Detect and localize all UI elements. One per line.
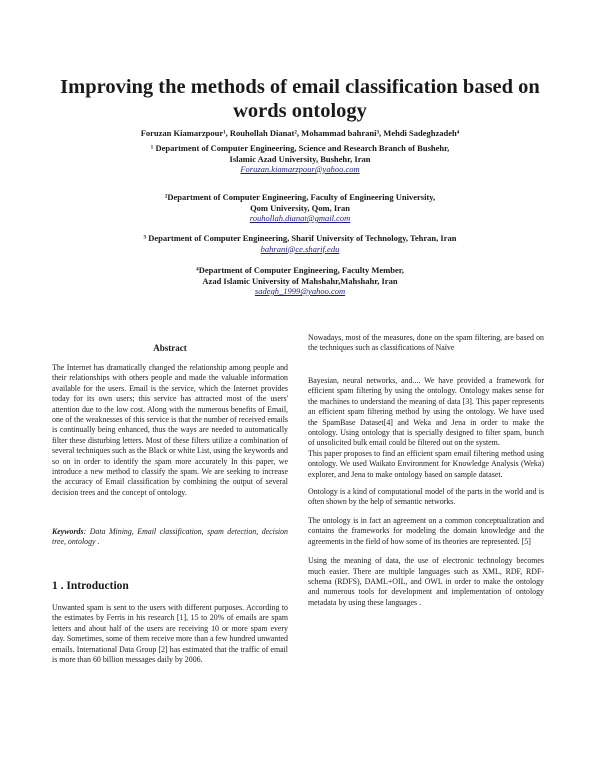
affiliation-1 <box>60 143 540 175</box>
title-line-2: words ontology <box>233 100 367 122</box>
author-list: Foruzan Kiamarzpour¹, Rouhollah Dianat², Mohammad bahrani³, Mehdi Sadeghzadeh⁴ <box>140 128 460 138</box>
affiliation-3-email[interactable]: bahrani@ce.sharif.edu <box>260 243 340 254</box>
affiliation-2-line-1: ²Department of Computer Engineering, Faculty of Engineering University, <box>164 192 436 202</box>
introduction-body <box>52 603 288 665</box>
title-line-1: Improving the methods of email classification based on <box>60 76 540 98</box>
affiliation-4 <box>60 265 540 297</box>
right-paragraph-6: Using the meaning of data, the use of electronic technology becomes much easier. There are multiple languages such as XML, RDF, RDF-schema (RDFS), DAML+OIL, and OWL in order to make the ontology and numerous tools for development and implementation of ontology metadata by using these languages . <box>308 556 544 607</box>
introduction-heading: 1 . Introduction <box>52 580 129 592</box>
right-paragraph-3: This paper proposes to find an efficient spam email filtering method using ontology. We used Waikato Environment for Knowledge Analysis (Weka) explorer, and Jena to make ontology based on sample dataset. <box>308 448 544 479</box>
right-paragraph-5: The ontology is in fact an agreement on a common conceptualization and contains the frameworks for modeling the domain knowledge and the agreements in the field of how some of its theories are represented. [5] <box>308 515 544 546</box>
right-paragraph-1-text: Nowadays, most of the measures, done on the spam filtering, are based on the techniques such as classifications of Naïve <box>308 333 544 353</box>
affiliation-1-line-2: Islamic Azad University, Bushehr, Iran <box>229 153 371 164</box>
affiliation-3-line-1: ³ Department of Computer Engineering, Sharif University of Technology, Tehran, Iran <box>143 233 457 243</box>
abstract-heading: Abstract <box>153 343 187 353</box>
affiliation-2-email[interactable]: rouhollah.dianat@gmail.com <box>249 213 351 223</box>
affiliation-4-line-2: Azad Islamic University of Mahshahr,Mahshahr, Iran <box>202 275 398 286</box>
affiliation-2-line-2: Qom University, Qom, Iran <box>250 202 350 213</box>
right-paragraph-1 <box>308 333 544 354</box>
keywords-label: Keywords <box>52 527 84 536</box>
affiliation-1-email[interactable]: Foruzan.kiamarzpour@yahoo.com <box>240 164 360 174</box>
affiliation-4-line-1: ⁴Department of Computer Engineering, Faculty Member, <box>196 265 404 275</box>
keywords-text: : Data Mining, Email classification, spam detection, decision tree, ontology . <box>52 527 288 547</box>
affiliation-2 <box>60 192 540 224</box>
abstract-text: The Internet has dramatically changed the relationship among people and their relationships with others people and made the valuable information available for the users. Email is the service, which the Internet provides today for its own users; this service has attracted most of the users' attention due to the low cost. Along with the numerous benefits of Email, one of the weaknesses of this service is that the number of received emails is continually being enhanced, thus the ways are needed to automatically filter these disturbing letters. Most of these filters utilize a combination of several techniques such as the Black or white List, using the keywords and so on in order to identify the spam more accurately In this paper, we introduce a new method to classify the spam. We are seeking to increase the accuracy of Email classification by combining the output of several decision trees and the concept of ontology. <box>52 363 289 497</box>
abstract-body <box>52 363 288 498</box>
affiliation-3 <box>60 233 540 254</box>
right-paragraph-2: Bayesian, neural networks, and.... We have provided a framework for efficient spam filtering by using the ontology. Ontology makes sense for the machines to understand the meaning of data [3]. This paper represents an efficient spam filtering method by using the ontology. We have used the SpamBase Dataset[4] and Weka and Jena in order to make the ontology. Using ontology that is specially designed to filter spam, bunch of unsolicited bulk email could be filtered out on the system. <box>308 376 544 448</box>
keywords <box>52 527 288 548</box>
affiliation-1-line-1: ¹ Department of Computer Engineering, Science and Research Branch of Bushehr, <box>150 143 450 153</box>
affiliation-4-email[interactable]: sadegh_1999@yahoo.com <box>254 286 346 296</box>
introduction-text: Unwanted spam is sent to the users with different purposes. According to the estimates by Ferris in his research [1], 15 to 20% of emails are spam letters and about half of the users are receiving 10 or more spam every day. Sometimes, some of them receive more than a few hundred unwanted emails. International Data Group [2] has estimated that the traffic of email is more than 60 billion messages daily by 2006. <box>52 603 288 665</box>
right-column-body <box>308 376 544 608</box>
right-paragraph-4: Ontology is a kind of computational model of the parts in the world and is often shown by the help of semantic networks. <box>308 487 544 507</box>
paper-title <box>40 75 560 123</box>
